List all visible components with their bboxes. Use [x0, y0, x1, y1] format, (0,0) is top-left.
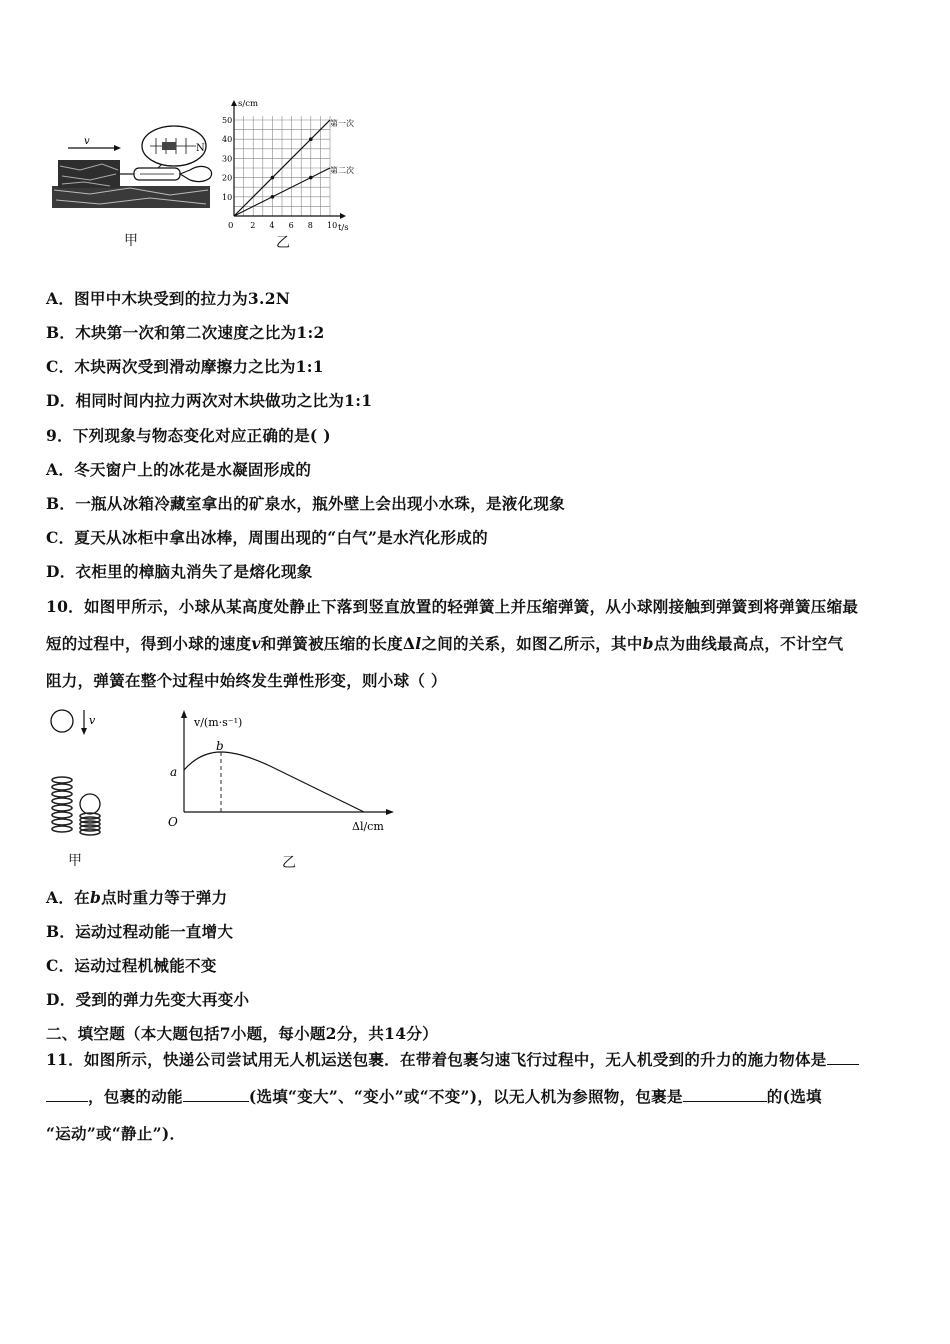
board: [52, 186, 210, 208]
series-2-point: [271, 195, 275, 199]
q10-fig-caption-left: 甲: [68, 853, 83, 869]
y-tick-label: 30: [222, 154, 233, 164]
spring-uncompressed: [52, 777, 72, 832]
figure-ball-spring: [46, 704, 116, 844]
q10-stem-line1: 10．如图甲所示，小球从某高度处静止下落到竖直放置的轻弹簧上并压缩弹簧，从小球刚接触到弹簧到将弹簧压缩最: [46, 597, 859, 616]
q10-option-a: A．在b点时重力等于弹力: [46, 888, 228, 907]
y-tick-label: 10: [222, 192, 233, 202]
figure-v-dl-graph: [160, 708, 400, 838]
q10-stem-line3: 阻力，弹簧在整个过程中始终发生弹性形变，则小球（ ）: [46, 671, 447, 690]
velocity-curve: [184, 752, 364, 812]
q11-blank-3[interactable]: [683, 1087, 767, 1102]
q8-option-a: A．图甲中木块受到的拉力为3.2N: [46, 289, 291, 308]
q9-stem: 9．下列现象与物态变化对应正确的是( ): [46, 426, 331, 445]
v-label: v: [84, 136, 90, 147]
series-1-point: [271, 176, 275, 180]
x-tick-label: 4: [269, 221, 275, 230]
section-fill-in-title: 二、填空题（本大题包括7小题，每小题2分，共14分）: [46, 1024, 438, 1043]
q9-option-d: D．衣柜里的樟脑丸消失了是熔化现象: [46, 562, 313, 581]
q10-option-b: B．运动过程动能一直增大: [46, 922, 234, 941]
ball-on-spring: [80, 794, 100, 814]
point-b-label: b: [216, 739, 224, 753]
figure-block-spring-scale: [50, 124, 225, 224]
q10-option-d: D．受到的弹力先变大再变小: [46, 990, 250, 1009]
y-tick-label: 20: [222, 173, 233, 183]
q11-line3: “运动”或“静止”)．: [46, 1124, 186, 1143]
q8-option-b: B．木块第一次和第二次速度之比为1:2: [46, 323, 325, 342]
origin-label: 0: [228, 221, 234, 231]
q11-line2: ，包裹的动能 (选填“变大”、“变小”或“不变”)，以无人机为参照物，包裹是 的(选填: [46, 1085, 822, 1107]
ball-falling: [51, 710, 73, 732]
x-tick-label: 6: [288, 221, 294, 230]
x-axis-label: Δl/cm: [352, 820, 384, 833]
scale-unit: N: [196, 143, 205, 154]
q10-fig-caption-right: 乙: [282, 855, 297, 871]
v-arrow-label: v: [89, 714, 96, 727]
series-2-point: [309, 176, 313, 180]
y-tick-label: 50: [222, 116, 233, 125]
q10-stem-line2: 短的过程中，得到小球的速度v和弹簧被压缩的长度Δl之间的关系，如图乙所示，其中b点为曲线最高点，不计空气: [46, 634, 844, 653]
y-axis-label: v/(m·s⁻¹): [194, 716, 243, 729]
fig1-caption-right: 乙: [276, 235, 291, 251]
q9-option-b: B．一瓶从冰箱冷藏室拿出的矿泉水，瓶外壁上会出现小水珠，是液化现象: [46, 494, 566, 513]
x-tick-label: 2: [250, 221, 256, 230]
hand: [180, 166, 212, 181]
q9-option-c: C．夏天从冰柜中拿出冰棒，周围出现的“白气”是水汽化形成的: [46, 528, 488, 547]
q11-blank-1b[interactable]: [46, 1087, 88, 1102]
q8-option-d: D．相同时间内拉力两次对木块做功之比为1:1: [46, 391, 373, 410]
point-a-label: a: [170, 765, 178, 779]
fig1-caption-left: 甲: [124, 233, 139, 249]
q10-option-c: C．运动过程机械能不变: [46, 956, 217, 975]
q11-blank-2[interactable]: [183, 1087, 249, 1102]
q11-line1: 11．如图所示，快递公司尝试用无人机运送包裹．在带着包裹匀速飞行过程中，无人机受到的升力的施力物体是: [46, 1048, 859, 1070]
series1-label: 第一次: [330, 119, 354, 128]
x-tick-label: 10: [327, 221, 338, 230]
q11-blank-1a[interactable]: [827, 1050, 859, 1065]
origin-label: O: [168, 815, 178, 829]
series-1-point: [309, 137, 313, 141]
series2-label: 第二次: [330, 166, 354, 175]
q8-option-c: C．木块两次受到滑动摩擦力之比为1:1: [46, 357, 324, 376]
spring-compressed: [80, 813, 100, 835]
figure-st-graph: [222, 98, 362, 236]
x-tick-label: 8: [307, 221, 313, 230]
x-axis-label: t/s: [338, 223, 349, 233]
y-tick-label: 40: [222, 135, 233, 145]
y-axis-label: s/cm: [238, 99, 259, 109]
q9-option-a: A．冬天窗户上的冰花是水凝固形成的: [46, 460, 312, 479]
